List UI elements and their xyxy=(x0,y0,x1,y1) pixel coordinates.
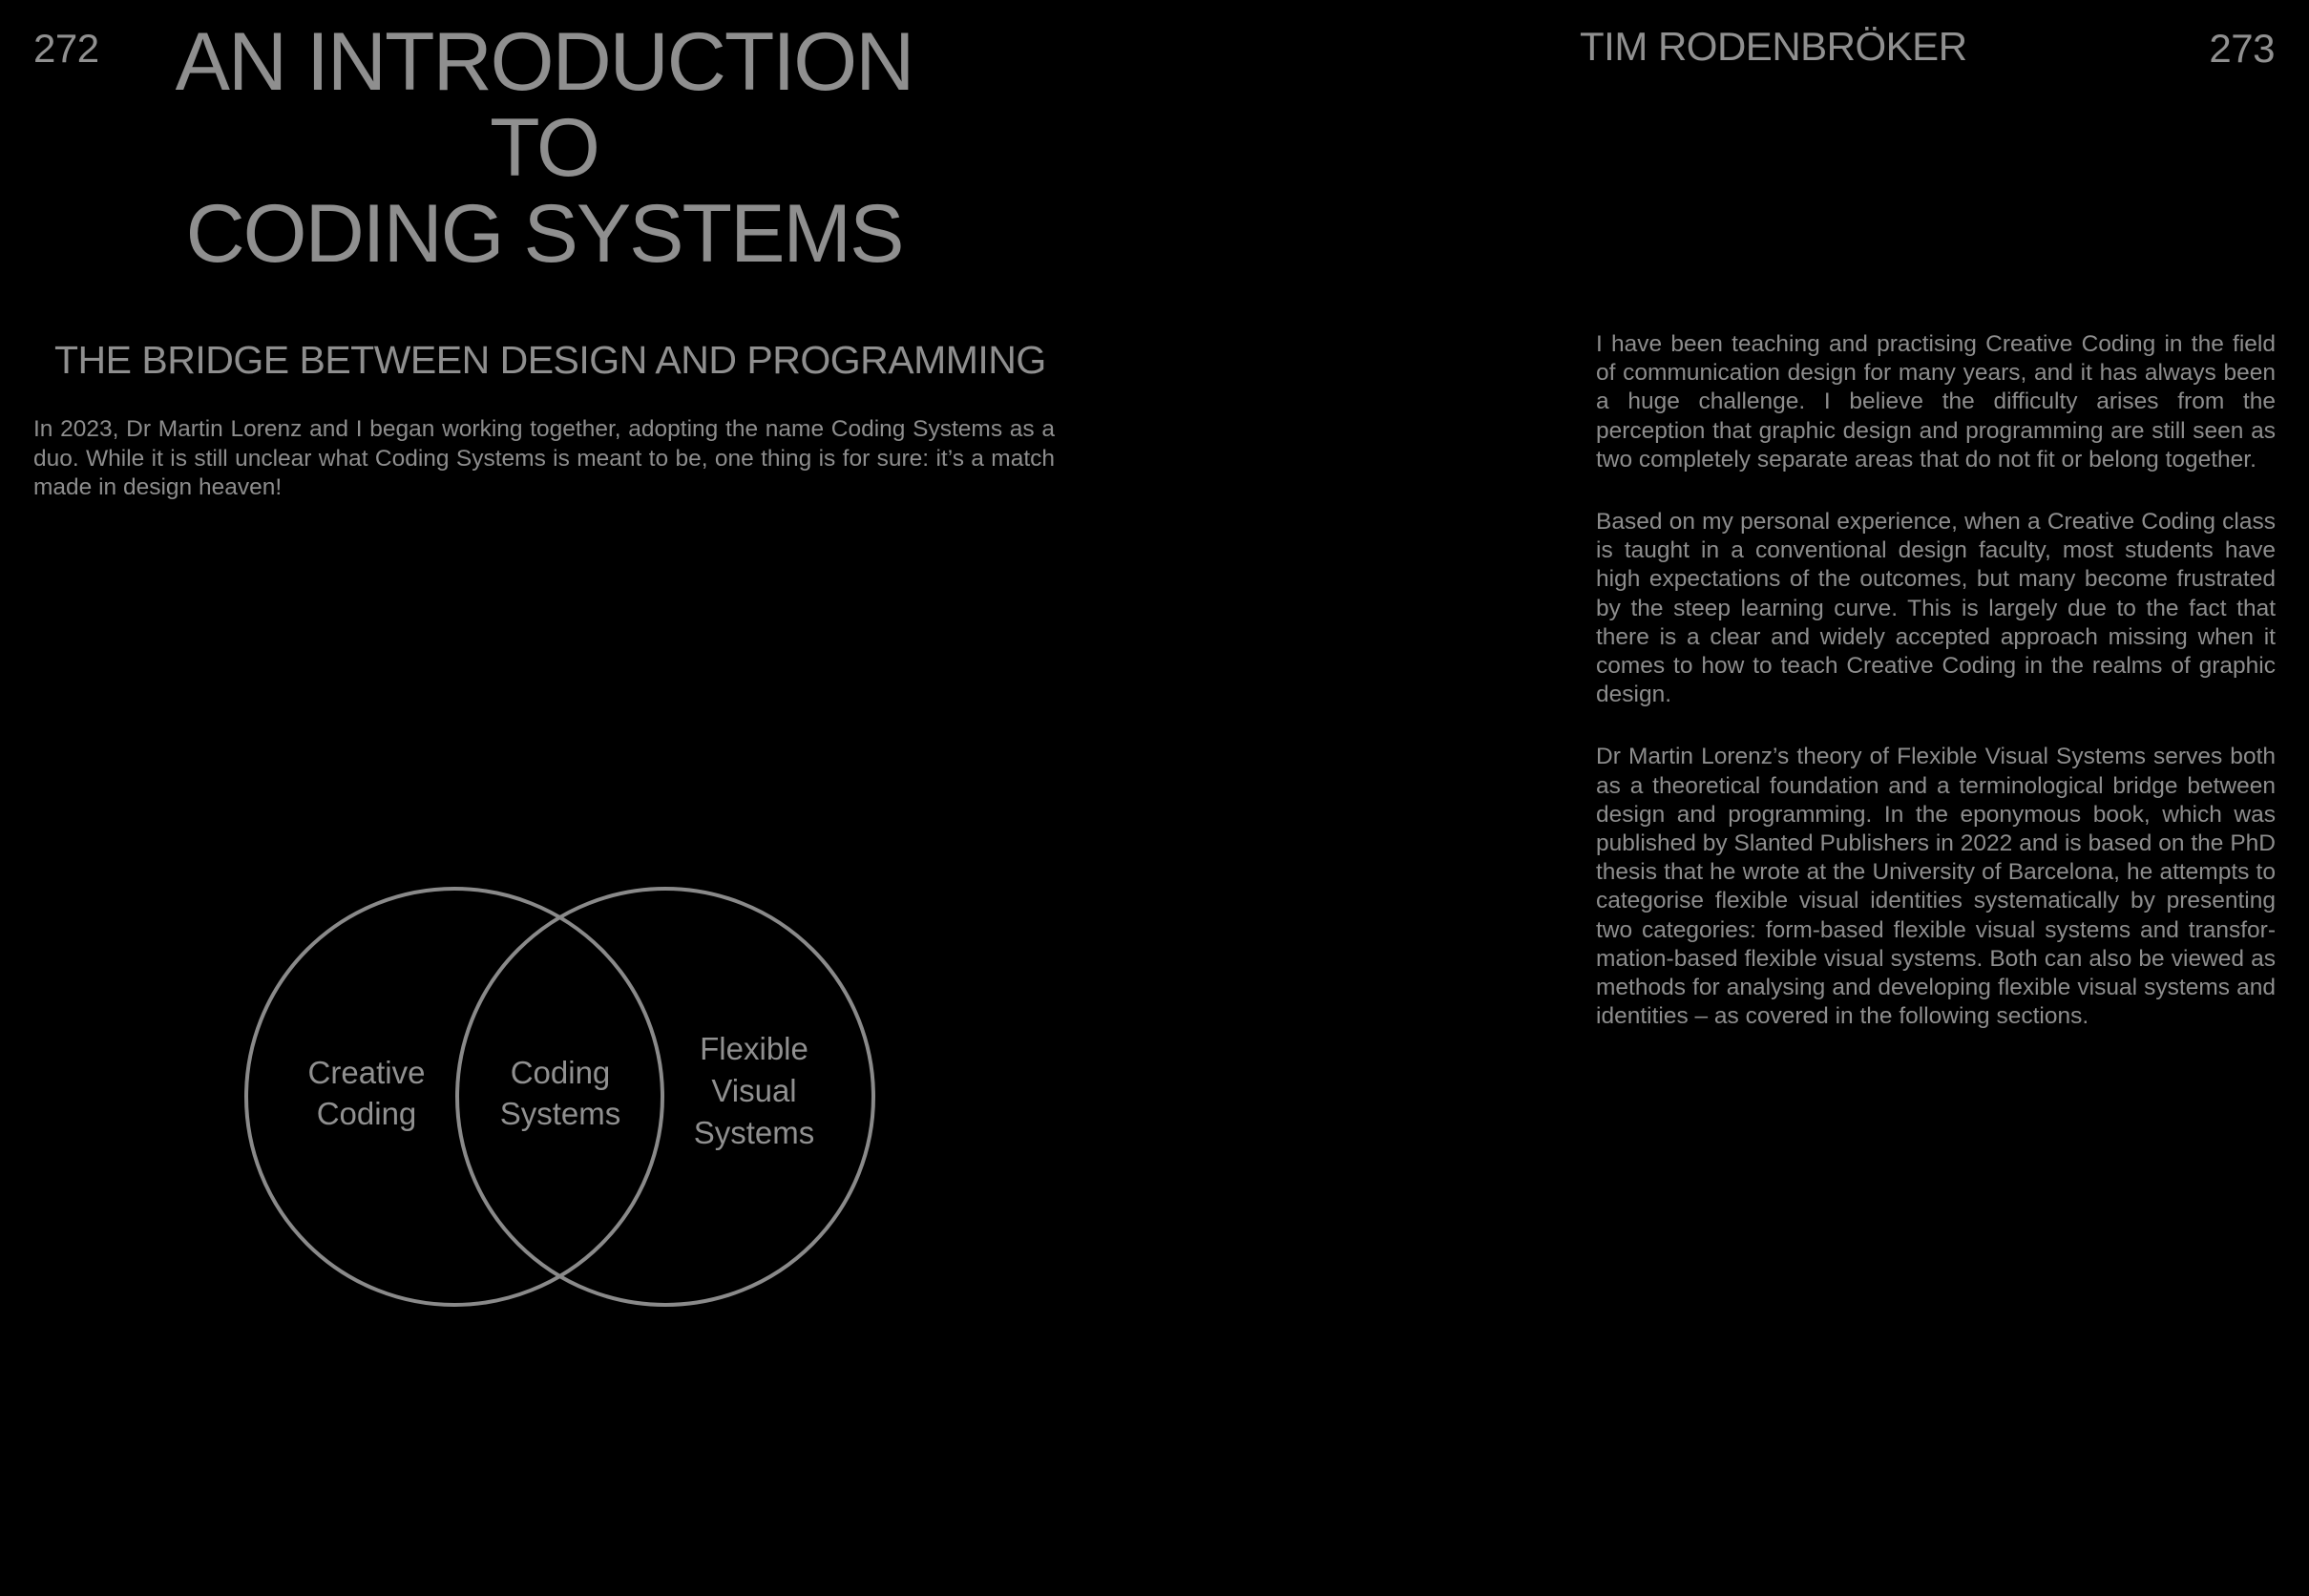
intro-paragraph: In 2023, Dr Martin Lorenz and I began working together, adopting the name Coding Systems as a duo. While it is still unclear what Coding Systems is meant to be, one thing is for sure: it’s a match made in design heaven! xyxy=(33,416,1055,500)
body-paragraph-3: Dr Martin Lorenz’s theory of Flexible Visual Systems serves both as a theoretical foundation and a terminological bridge between design and programming. In the eponymous book, which was published by Slanted Publishers in 2022 and is based on the PhD thesis that he wrote at the University of Barcelona, he attempts to categorise flexible visual identities systematically by presenting two categories: form-based flexible visual systems and transformation-based flexible visual systems. Both can also be viewed as methods for analysing and developing flexible visual systems and identities – as covered in the following sections. xyxy=(1596,744,2276,1030)
chapter-title-line-1: AN INTRODUCTION TO xyxy=(175,16,913,194)
venn-label-flexible-line-2: Visual xyxy=(711,1073,797,1108)
venn-label-flexible-line-1: Flexible xyxy=(700,1031,808,1066)
section-heading: THE BRIDGE BETWEEN DESIGN AND PROGRAMMING xyxy=(54,338,1046,382)
venn-label-intersection-line-1: Coding xyxy=(510,1055,611,1090)
venn-label-intersection-line-2: Systems xyxy=(499,1096,621,1131)
venn-label-flexible-line-3: Systems xyxy=(693,1115,815,1150)
body-paragraph-2: Based on my personal experience, when a Creative Coding class is taught in a conventional design faculty, most students have high expectations of the outcomes, but many become frustrated by the steep learning curve. This is largely due to the fact that there is a clear and widely accepted approach missing when it comes to how to teach Creative Coding in the realms of graphic design. xyxy=(1596,509,2276,708)
venn-label-creative-line-2: Coding xyxy=(316,1096,417,1131)
page-number-left: 272 xyxy=(33,26,99,71)
page-number-right: 273 xyxy=(2209,26,2275,71)
chapter-title-line-2: CODING SYSTEMS xyxy=(185,188,903,280)
body-paragraph-1: I have been teaching and practising Creative Coding in the field of communication design for many years, and it has always been a huge challenge. I believe the difficulty arises from the perception that graphic design and programming are still seen as two completely separate areas that do not fit or belong together. xyxy=(1596,331,2276,472)
author-name: TIM RODENBRÖKER xyxy=(1580,24,1967,69)
venn-label-creative-line-1: Creative xyxy=(307,1055,426,1090)
body-text-column xyxy=(1596,330,2276,1064)
